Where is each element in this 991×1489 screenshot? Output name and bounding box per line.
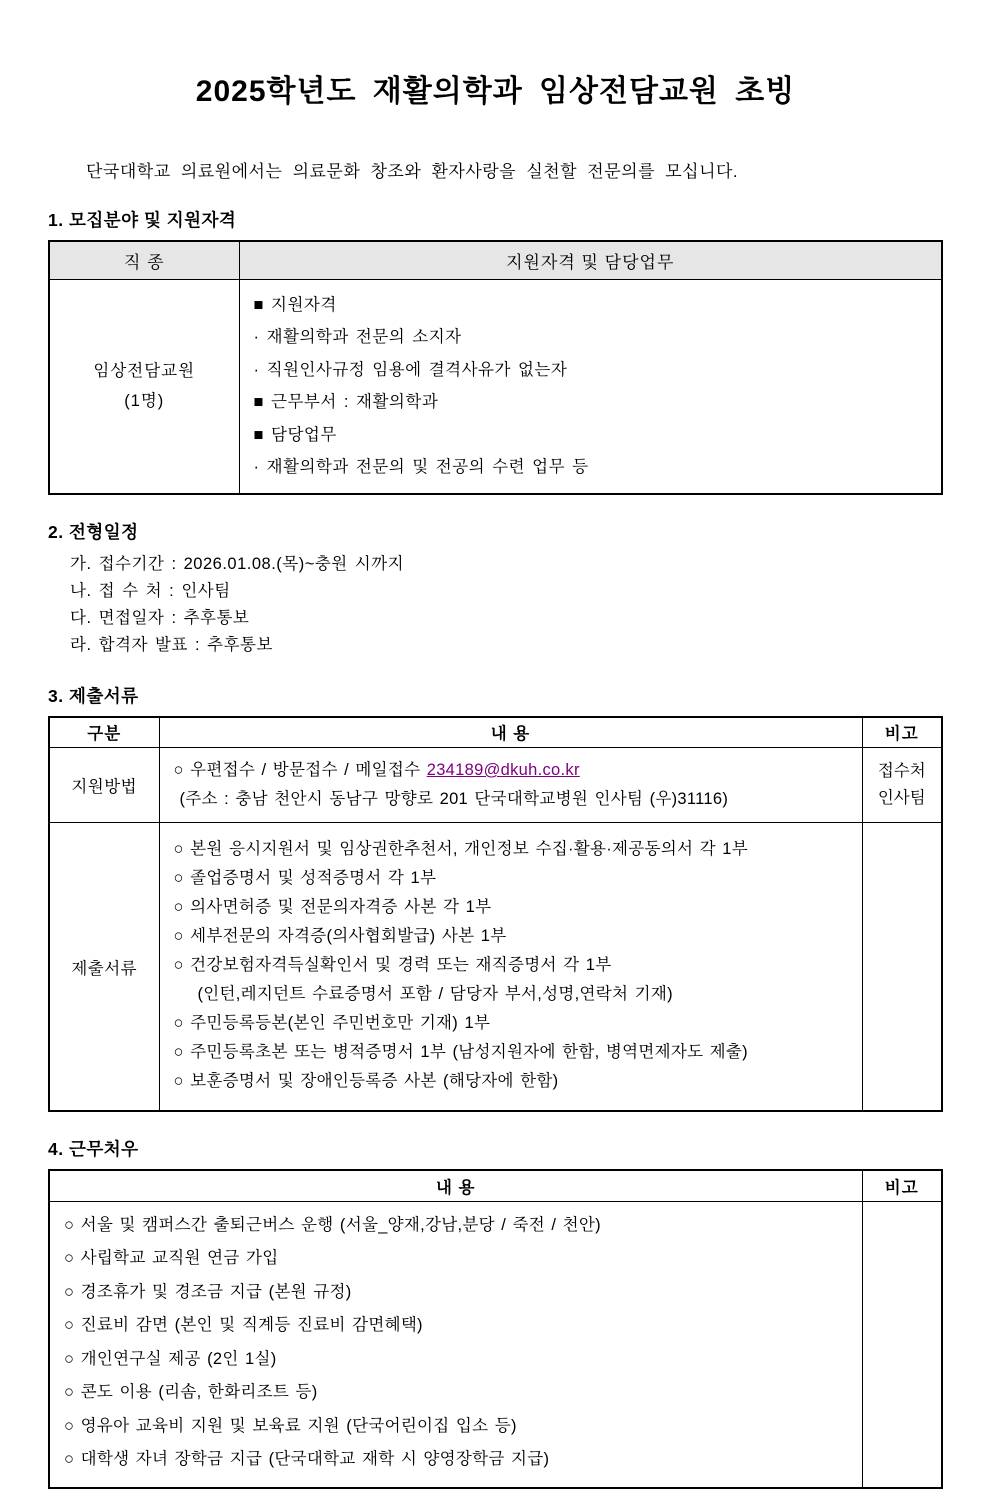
schedule-item: 가. 접수기간 : 2026.01.08.(목)~충원 시까지 — [70, 554, 405, 573]
benefit-line: ○ 사립학교 교직원 연금 가입 — [64, 1249, 279, 1267]
document-line: ○ 의사면허증 및 전문의자격증 사본 각 1부 — [173, 898, 492, 916]
qualification-line: ■ 근무부서 : 재활의학과 — [253, 393, 439, 411]
recruit-col-position-header: 직 종 — [49, 241, 239, 279]
benefits-table — [48, 1169, 943, 1489]
section-documents-heading: 3. 제출서류 — [48, 685, 139, 706]
benefit-line: ○ 대학생 자녀 장학금 지급 (단국대학교 재학 시 양영장학금 지급) — [64, 1450, 550, 1468]
qualification-line: ■ 담당업무 — [253, 425, 337, 444]
docs-col-content-header: 내 용 — [159, 717, 862, 748]
apply-method-category: 지원방법 — [49, 748, 159, 823]
benefits-row — [49, 1201, 942, 1488]
document-line: (인턴,레지던트 수료증명서 포함 / 담당자 부서,성명,연락처 기재) — [197, 985, 673, 1003]
submit-docs-note-cell — [862, 823, 942, 1112]
submit-docs-row — [49, 823, 942, 1112]
docs-col-note-header: 비고 — [862, 717, 942, 748]
page-title: 2025학년도 재활의학과 임상전담교원 초빙 — [195, 75, 796, 108]
document-line: ○ 건강보험자격득실확인서 및 경력 또는 재직증명서 각 1부 — [173, 956, 612, 974]
benefit-line: ○ 개인연구실 제공 (2인 1실) — [64, 1349, 277, 1368]
section-schedule-heading: 2. 전형일정 — [48, 521, 139, 542]
benefits-col-note-header: 비고 — [862, 1170, 942, 1201]
qualification-line: · 재활의학과 전문의 및 전공의 수련 업무 등 — [253, 458, 589, 476]
document-line: ○ 주민등록초본 또는 병적증명서 1부 (남성지원자에 한함, 병역면제자도 제출) — [173, 1043, 748, 1061]
note-line: 접수처 — [877, 762, 926, 780]
benefit-line: ○ 영유아 교육비 지원 및 보육료 지원 (단국어린이집 입소 등) — [64, 1416, 517, 1435]
benefit-line: ○ 콘도 이용 (리솜, 한화리조트 등) — [64, 1383, 318, 1401]
schedule-item: 나. 접 수 처 : 인사팀 — [70, 581, 231, 600]
section-recruit-heading: 1. 모집분야 및 지원자격 — [48, 210, 237, 230]
submit-docs-cell — [159, 823, 862, 1112]
benefit-line: ○ 경조휴가 및 경조금 지급 (본원 규정) — [64, 1282, 352, 1301]
recruit-table-header-row — [49, 241, 942, 279]
section-benefits-heading: 4. 근무처우 — [48, 1139, 139, 1159]
document-line: ○ 졸업증명서 및 성적증명서 각 1부 — [173, 869, 437, 887]
document-line: ○ 보훈증명서 및 장애인등록증 사본 (해당자에 한함) — [173, 1072, 559, 1090]
document-line: ○ 주민등록등본(본인 주민번호만 기재) 1부 — [173, 1014, 491, 1032]
benefit-line: ○ 서울 및 캠퍼스간 출퇴근버스 운행 (서울_양재,강남,분당 / 죽전 / 천안) — [64, 1215, 601, 1234]
apply-method-row — [49, 748, 942, 823]
schedule-item: 다. 면접일자 : 추후통보 — [70, 608, 250, 627]
benefits-table-header-row — [49, 1170, 942, 1201]
recruit-col-duty-header: 지원자격 및 담당업무 — [239, 241, 942, 279]
position-count: (1명) — [124, 392, 165, 410]
qualification-line: ■ 지원자격 — [253, 295, 337, 314]
benefits-col-content-header: 내 용 — [49, 1170, 862, 1201]
apply-address-line: (주소 : 충남 천안시 동남구 망향로 201 단국대학교병원 인사팀 (우)31116) — [179, 790, 729, 808]
benefits-cell — [49, 1201, 862, 1488]
document-page — [0, 66, 991, 1489]
email-link[interactable]: 234189@dkuh.co.kr — [426, 761, 580, 779]
qualification-line: · 직원인사규정 임용에 결격사유가 없는자 — [253, 360, 568, 379]
position-cell — [49, 279, 239, 494]
qualification-line: · 재활의학과 전문의 소지자 — [253, 328, 462, 346]
recruit-table-body-row — [49, 279, 942, 494]
apply-method-text: ○ 우편접수 / 방문접수 / 메일접수 — [173, 761, 427, 779]
benefits-note-cell — [862, 1201, 942, 1488]
note-line: 인사팀 — [877, 789, 926, 807]
apply-method-line — [174, 756, 858, 785]
schedule-item: 라. 합격자 발표 : 추후통보 — [70, 635, 273, 654]
benefit-line: ○ 진료비 감면 (본인 및 직계등 진료비 감면혜택) — [64, 1316, 423, 1334]
document-line: ○ 세부전문의 자격증(의사협회발급) 사본 1부 — [173, 927, 507, 945]
position-name: 임상전담교원 — [93, 362, 196, 380]
document-line: ○ 본원 응시지원서 및 임상권한추천서, 개인정보 수집·활용·제공동의서 각 1부 — [173, 840, 748, 858]
qualification-cell — [239, 279, 942, 494]
documents-table — [48, 716, 943, 1113]
intro-paragraph: 단국대학교 의료원에서는 의료문화 창조와 환자사랑을 실천할 전문의를 모십니다. — [86, 162, 739, 181]
submit-docs-category: 제출서류 — [49, 823, 159, 1112]
recruit-table — [48, 240, 943, 495]
docs-col-category-header: 구분 — [49, 717, 159, 748]
schedule-list — [48, 551, 943, 659]
apply-method-cell — [159, 748, 862, 823]
apply-method-note-cell — [862, 748, 942, 823]
documents-table-header-row — [49, 717, 942, 748]
